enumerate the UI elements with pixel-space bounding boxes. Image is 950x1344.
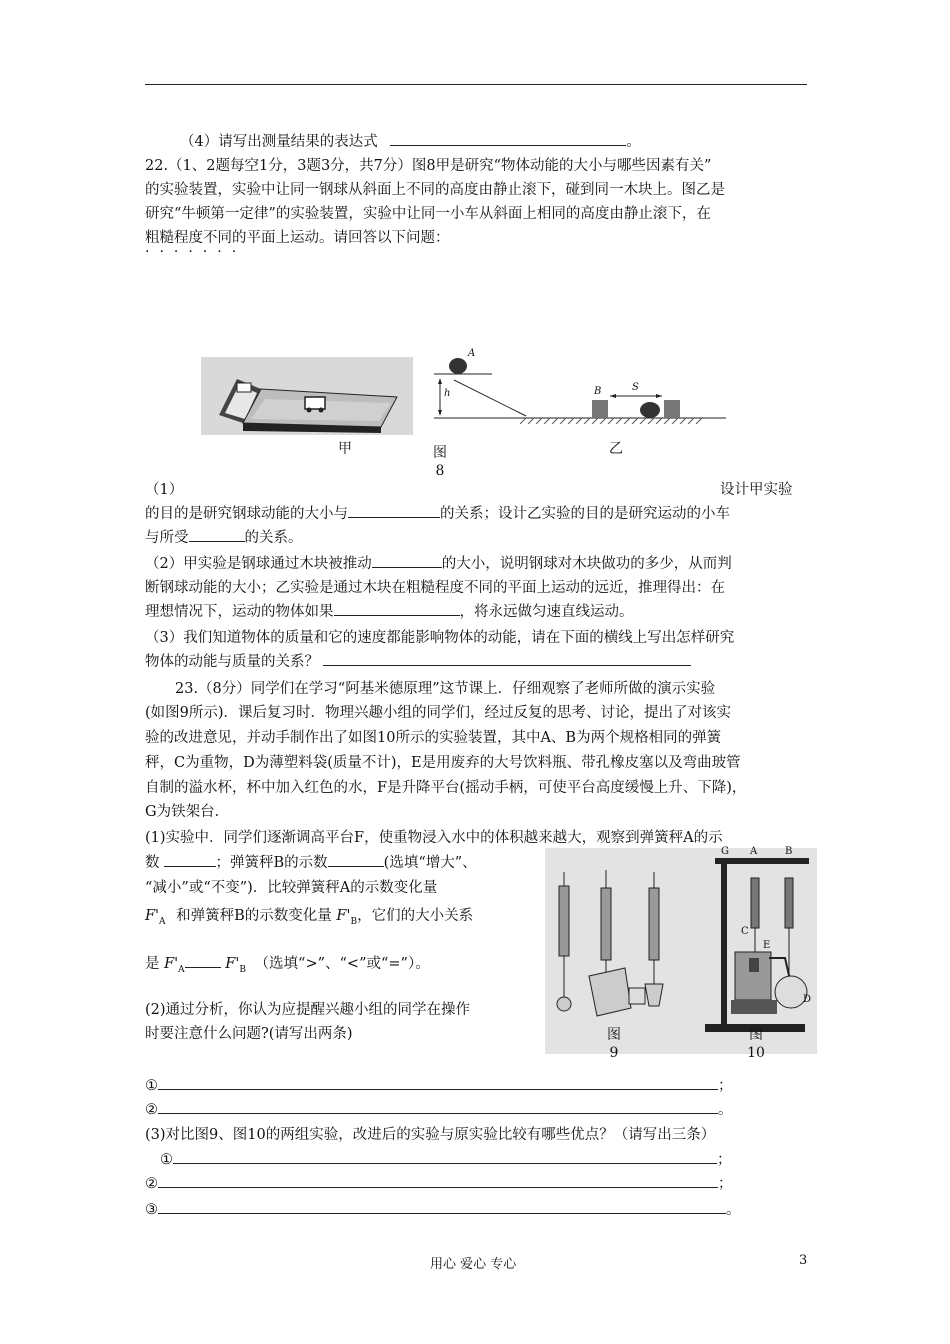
q23-s3-answer3: ③ 。 — [145, 1198, 741, 1219]
answer-blank[interactable] — [390, 131, 626, 146]
F-prime-A: $F'_A$ — [164, 956, 185, 975]
answer-blank[interactable] — [348, 503, 440, 518]
figure9-caption-2: 9 — [609, 1045, 619, 1061]
q22-p2-line3: 理想情况下，运动的物体如果 ，将永远做匀速直线运动。 — [145, 600, 634, 621]
answer-blank[interactable] — [185, 957, 221, 968]
q23-line3: 验的改进意见，并动手制作出了如图10所示的实验装置，其中A、B为两个规格相同的弹簧 — [145, 730, 722, 746]
figure8-yi-drawing — [430, 350, 730, 440]
fig8-letter-A: A — [468, 348, 476, 359]
figure8-caption-1: 图 — [433, 445, 447, 461]
fig10-letter-D: D — [803, 994, 812, 1005]
answer-blank[interactable] — [334, 601, 460, 616]
answer-blank[interactable] — [323, 651, 691, 666]
q23-s1-line4: $F'_A$ 和弹簧秤B的示数变化量 $F'_B$，它们的大小关系 — [145, 908, 474, 927]
q22-p2-line1: （2）甲实验是钢球通过木块被推动 的大小，说明钢球对木块做功的多少，从而判 — [145, 552, 732, 573]
figure9-10-drawing — [545, 848, 817, 1054]
figure8-yi — [430, 350, 730, 440]
q23-s3: (3)对比图9、图10的两组实验，改进后的实验与原实验比较有哪些优点？（请写出三条） — [145, 1127, 716, 1143]
figure10-caption-1: 图 — [749, 1027, 763, 1043]
figure8-caption-2: 8 — [435, 463, 445, 479]
q22-p1-number: （1） — [145, 482, 184, 498]
fig10-letter-C: C — [741, 926, 749, 937]
figure8-label-yi: 乙 — [609, 441, 623, 457]
q23-s2-answer1: ① ； — [145, 1074, 733, 1095]
F-prime-A: $F'_A$ — [145, 908, 166, 927]
answer-blank[interactable] — [173, 1149, 717, 1164]
answer-blank[interactable] — [158, 1199, 726, 1214]
fig10-letter-G: G — [721, 846, 729, 857]
q22-p1-line2: 的目的是研究钢球动能的大小与 的关系；设计乙实验的目的是研究运动的小车 — [145, 502, 730, 523]
q23-line2: (如图9所示)．课后复习时．物理兴趣小组的同学们，经过反复的思考、讨论，提出了对该实 — [145, 705, 732, 721]
answer-blank[interactable] — [158, 1099, 718, 1114]
q22-p2-line2: 断钢球动能的大小；乙实验是通过木块在粗糙程度不同的平面上运动的远近，推理得出：在 — [145, 580, 725, 596]
figure9-caption-1: 图 — [607, 1027, 621, 1043]
q23-s1-line2: 数 ；弹簧秤B的示数 (选填“增大”、 — [145, 851, 477, 872]
F-prime-B: $F'_B$ — [225, 956, 246, 975]
fig8-letter-S: S — [632, 382, 639, 393]
fig10-letter-A: A — [750, 846, 758, 857]
q23-s2-line1: (2)通过分析，你认为应提醒兴趣小组的同学在操作 — [145, 1002, 471, 1018]
figure8-jia-drawing — [201, 357, 413, 435]
q23-s2-line2: 时要注意什么问题?(请写出两条) — [145, 1026, 353, 1042]
q23-s3-answer2: ② ； — [145, 1172, 733, 1193]
answer-blank[interactable] — [164, 852, 216, 867]
answer-blank[interactable] — [158, 1075, 718, 1090]
q22-line2: 的实验装置，实验中让同一钢球从斜面上不同的高度由静止滚下，碰到同一木块上。图乙是 — [145, 182, 725, 198]
footer-center: 用心 爱心 专心 — [430, 1257, 517, 1272]
q23-line5: 自制的溢水杯，杯中加入红色的水，F是升降平台(摇动手柄，可使平台高度缓慢上升、下降)， — [145, 780, 747, 796]
answer-blank[interactable] — [328, 852, 384, 867]
figure8-jia — [201, 357, 413, 435]
fig10-letter-E: E — [763, 940, 771, 951]
F-prime-B: $F'_B$ — [336, 908, 358, 927]
answer-blank[interactable] — [189, 527, 245, 542]
q22-p1-tail: 设计甲实验 — [720, 482, 793, 498]
q23-line4: 秤，C为重物，D为薄塑料袋(质量不计)，E是用废弃的大号饮料瓶、带孔橡皮塞以及弯曲玻管 — [145, 755, 741, 771]
answer-blank[interactable] — [372, 553, 442, 568]
q23-s1-line5: 是 $F'_A$ $F'_B$ （选填“>”、“<”或“=”）。 — [145, 956, 430, 975]
figure10-caption-2: 10 — [747, 1045, 765, 1061]
answer-blank[interactable] — [158, 1173, 718, 1188]
figure8-label-jia: 甲 — [338, 441, 352, 457]
q22-line3: 研究“牛顿第一定律”的实验装置，实验中让同一小车从斜面上相同的高度由静止滚下，在 — [145, 206, 711, 222]
q22-p3-line1: （3）我们知道物体的质量和它的速度都能影响物体的动能，请在下面的横线上写出怎样研究 — [145, 630, 735, 646]
q23-s1-line1: (1)实验中．同学们逐渐调高平台F，使重物浸入水中的体积越来越大，观察到弹簧秤A的示 — [145, 830, 723, 846]
q22-head: 22.（1、2题每空1分，3题3分，共7分）图8甲是研究“物体动能的大小与哪些因素有关” — [145, 158, 712, 174]
q22-line4: 粗糙程度不同的平面上运动。请回答以下问题： — [145, 230, 450, 246]
figure9-10 — [545, 848, 817, 1054]
q21-item4: （4）请写出测量结果的表达式 。 — [180, 130, 641, 151]
fig10-letter-B: B — [785, 846, 793, 857]
page-number: 3 — [799, 1253, 808, 1268]
fig8-letter-h: h — [444, 388, 451, 399]
fig8-letter-B: B — [594, 386, 602, 397]
q23-s2-answer2: ② 。 — [145, 1098, 733, 1119]
q23-line1: 23.（8分）同学们在学习“阿基米德原理”这节课上．仔细观察了老师所做的演示实验 — [175, 681, 716, 697]
q23-s3-answer1: ① ； — [160, 1148, 732, 1169]
emphasis-dots: ······· — [145, 244, 247, 260]
q23-line6: G为铁架台． — [145, 804, 230, 820]
q23-s1-line3: “减小”或“不变”)．比较弹簧秤A的示数变化量 — [145, 880, 438, 896]
header-rule — [145, 84, 807, 85]
q22-p3-line2: 物体的动能与质量的关系？ — [145, 650, 691, 671]
q22-p1-line3: 与所受 的关系。 — [145, 526, 303, 547]
